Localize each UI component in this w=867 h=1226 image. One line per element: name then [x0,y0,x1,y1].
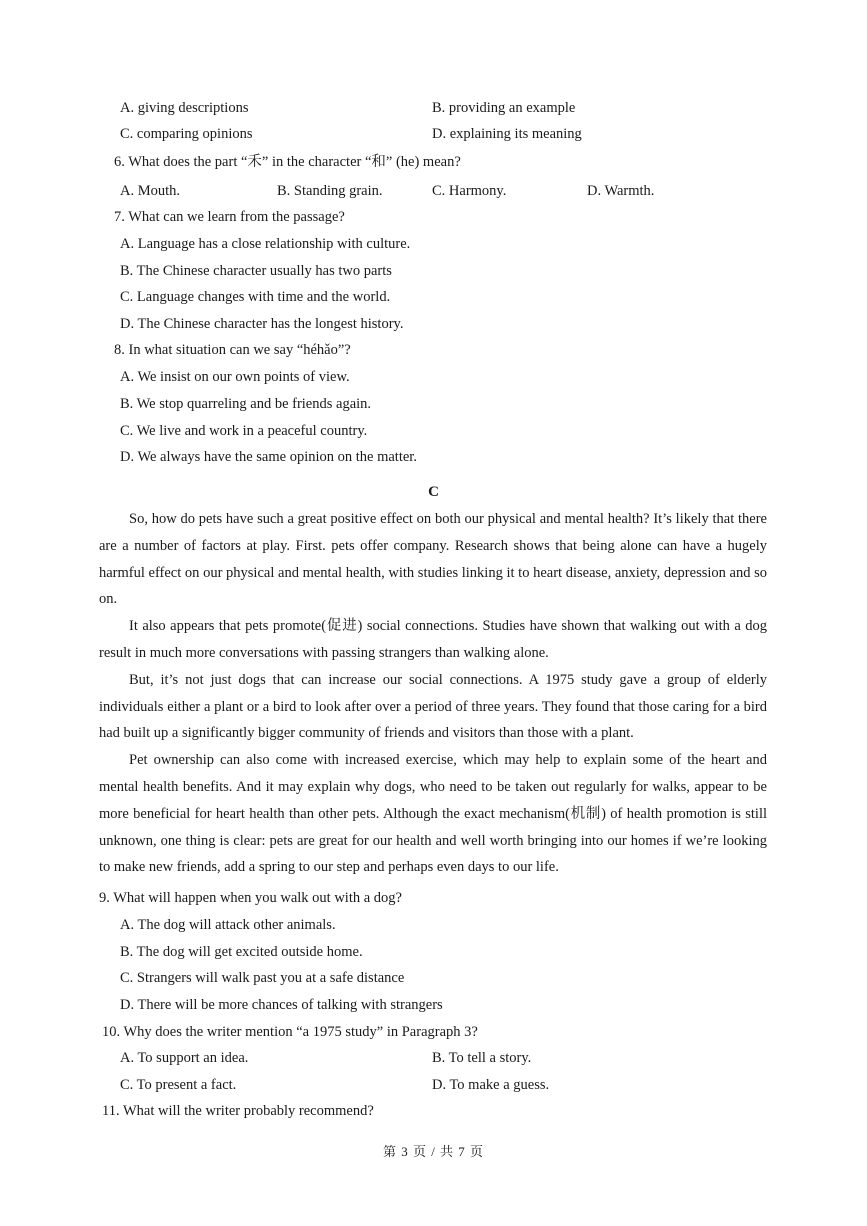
q10-option-b: B. To tell a story. [432,1050,532,1066]
q8-option-d: D. We always have the same opinion on the matter. [120,449,417,465]
passage-c-paragraph-2: It also appears that pets promote(促进) social connections. Studies have shown that walking out with a dog result in much more conversations with passing strangers than walking alone. [99,618,767,661]
q8-option-a: A. We insist on our own points of view. [120,369,350,385]
q9-stem: 9. What will happen when you walk out with a dog? [99,890,402,906]
q10-stem: 10. Why does the writer mention “a 1975 study” in Paragraph 3? [102,1024,478,1040]
q6-option-d: D. Warmth. [587,183,655,199]
q5-option-c: C. comparing opinions [120,126,253,142]
q5-option-b: B. providing an example [432,100,576,116]
passage-c-paragraph-1: So, how do pets have such a great positive effect on both our physical and mental health? It’s likely that there are a number of factors at play. First. pets offer company. Research shows that being alone can have a hugely harmful effect on our physical and mental health, with studies linking it to heart disease, anxiety, depression and so on. [99,511,767,608]
passage-c-paragraph-4: Pet ownership can also come with increased exercise, which may help to explain some of the heart and mental health benefits. And it may explain why dogs, who need to be taken out regularly for walks, appear to be more beneficial for heart health than other pets. Although the exact mechanism(机制) of health promotion is still unknown, one thing is clear: pets are great for our health and well worth bringing into our homes if we’re looking to make new friends, add a spring to our step and perhaps even days to our life. [99,752,767,876]
page-footer: 第 3 页 / 共 7 页 [382,1144,485,1159]
q10-option-a: A. To support an idea. [120,1050,249,1066]
section-c-heading: C [428,484,439,500]
q7-option-b: B. The Chinese character usually has two parts [120,263,392,279]
q5-option-a: A. giving descriptions [120,100,249,116]
q7-stem: 7. What can we learn from the passage? [114,209,345,225]
q6-option-a: A. Mouth. [120,183,181,199]
q10-option-d: D. To make a guess. [432,1077,550,1093]
q9-option-b: B. The dog will get excited outside home. [120,944,363,960]
q8-option-c: C. We live and work in a peaceful country. [120,423,368,439]
q9-option-c: C. Strangers will walk past you at a safe distance [120,970,405,986]
q11-stem: 11. What will the writer probably recommend? [102,1103,374,1119]
q7-option-c: C. Language changes with time and the world. [120,289,391,305]
q6-option-b: B. Standing grain. [277,183,383,199]
q5-option-d: D. explaining its meaning [432,126,582,142]
q9-option-d: D. There will be more chances of talking with strangers [120,997,443,1013]
q8-stem: 8. In what situation can we say “héhǎo”? [114,342,351,358]
passage-c [99,506,767,881]
q9-option-a: A. The dog will attack other animals. [120,917,336,933]
passage-c-paragraph-3: But, it’s not just dogs that can increase our social connections. A 1975 study gave a group of elderly individuals either a plant or a bird to look after over a period of three years. They found that those caring for a bird had built up a significantly bigger community of friends and visitors than those with a plant. [99,671,767,742]
q10-option-c: C. To present a fact. [120,1077,237,1093]
q7-option-d: D. The Chinese character has the longest history. [120,316,404,332]
q6-stem: 6. What does the part “禾” in the character “和” (he) mean? [114,154,461,170]
q7-option-a: A. Language has a close relationship with culture. [120,236,411,252]
q8-option-b: B. We stop quarreling and be friends again. [120,396,372,412]
q6-option-c: C. Harmony. [432,183,507,199]
